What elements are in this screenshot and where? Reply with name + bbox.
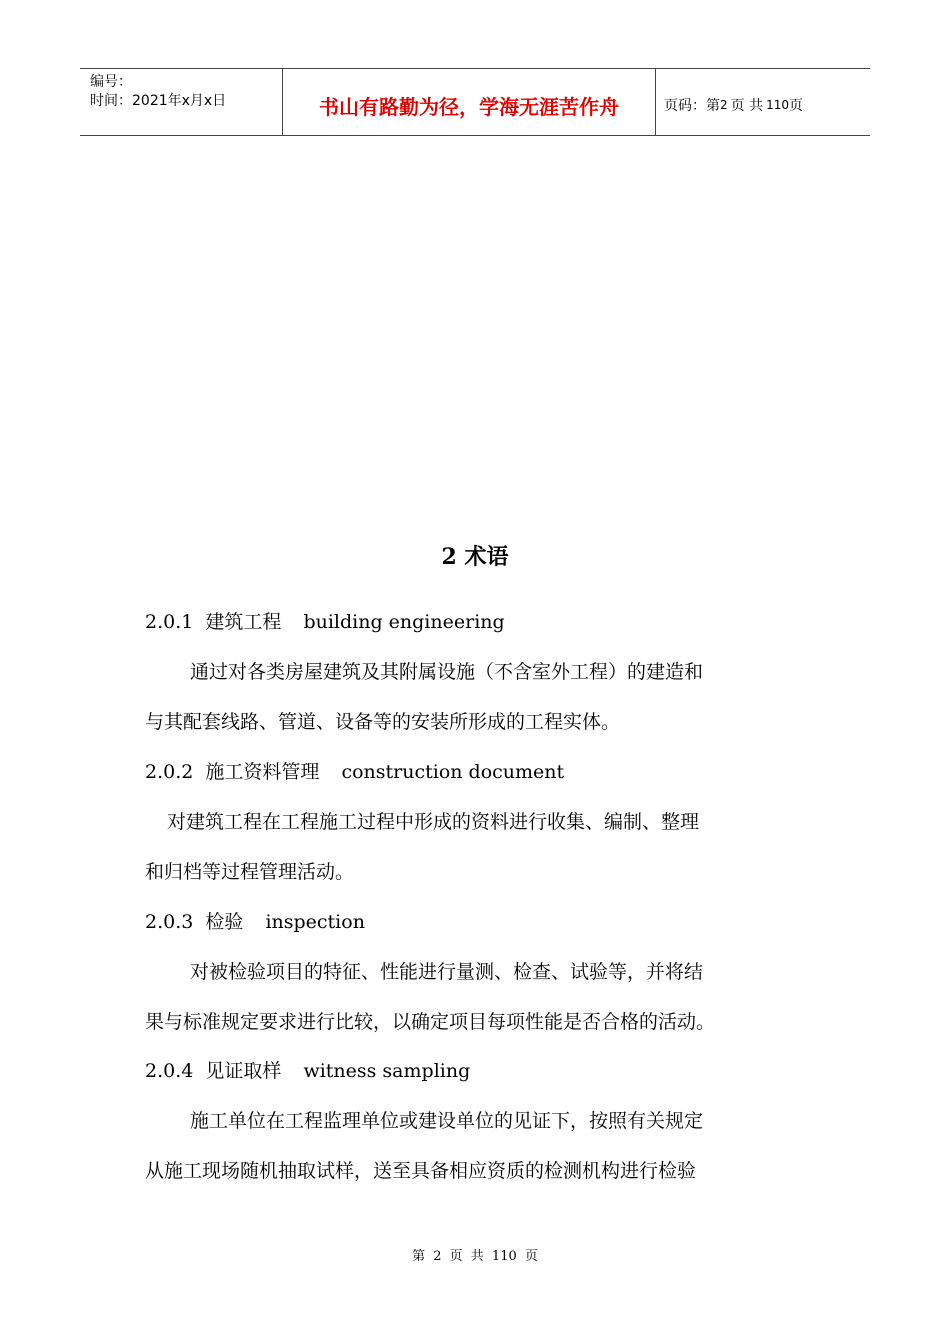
term-definition-line: 和归档等过程管理活动。 [145,861,355,883]
header-page-number [656,69,870,135]
term-number-name: 2.0.1 建筑工程 [145,611,282,633]
term-number-name: 2.0.3 检验 [145,911,244,933]
term-definition-line: 果与标准规定要求进行比较，以确定项目每项性能是否合格的活动。 [145,1011,716,1033]
term-definition-line: 对被检验项目的特征、性能进行量测、检查、试验等，并将结 [190,961,704,983]
term-definition-line: 从施工现场随机抽取试样，送至具备相应资质的检测机构进行检验 [145,1160,697,1182]
term-definition-line: 施工单位在工程监理单位或建设单位的见证下，按照有关规定 [190,1110,704,1132]
page-total: 110 [766,98,789,112]
term-number-name: 2.0.4 见证取样 [145,1060,282,1082]
term-heading [145,907,365,934]
page-suffix: 页 [789,98,803,114]
page-header [80,68,870,136]
page-prefix: 页码：第 [664,98,720,114]
header-motto: 书山有路勤为径，学海无涯苦作舟 [282,69,656,135]
term-heading [145,1056,470,1083]
term-definition-line: 通过对各类房屋建筑及其附属设施（不含室外工程）的建造和 [190,661,704,683]
term-definition-line: 对建筑工程在工程施工过程中形成的资料进行收集、编制、整理 [167,811,700,833]
term-english: witness sampling [303,1060,471,1082]
term-english: inspection [265,911,365,933]
document-date: 时间：2021年x月x日 [90,93,227,109]
term-number-name: 2.0.2 施工资料管理 [145,761,320,783]
term-english: building engineering [303,611,505,633]
page-current: 2 [720,98,728,112]
page-mid: 页 共 [730,98,764,114]
term-english: construction document [341,761,565,783]
term-definition-line: 与其配套线路、管道、设备等的安装所形成的工程实体。 [145,711,621,733]
page-footer: 第 2 页 共 110 页 [412,1249,538,1264]
term-heading [145,607,505,634]
document-number-label: 编号： [90,74,132,90]
header-info [80,69,282,135]
chapter-title: 2 术语 [441,544,509,570]
term-heading [145,757,564,784]
